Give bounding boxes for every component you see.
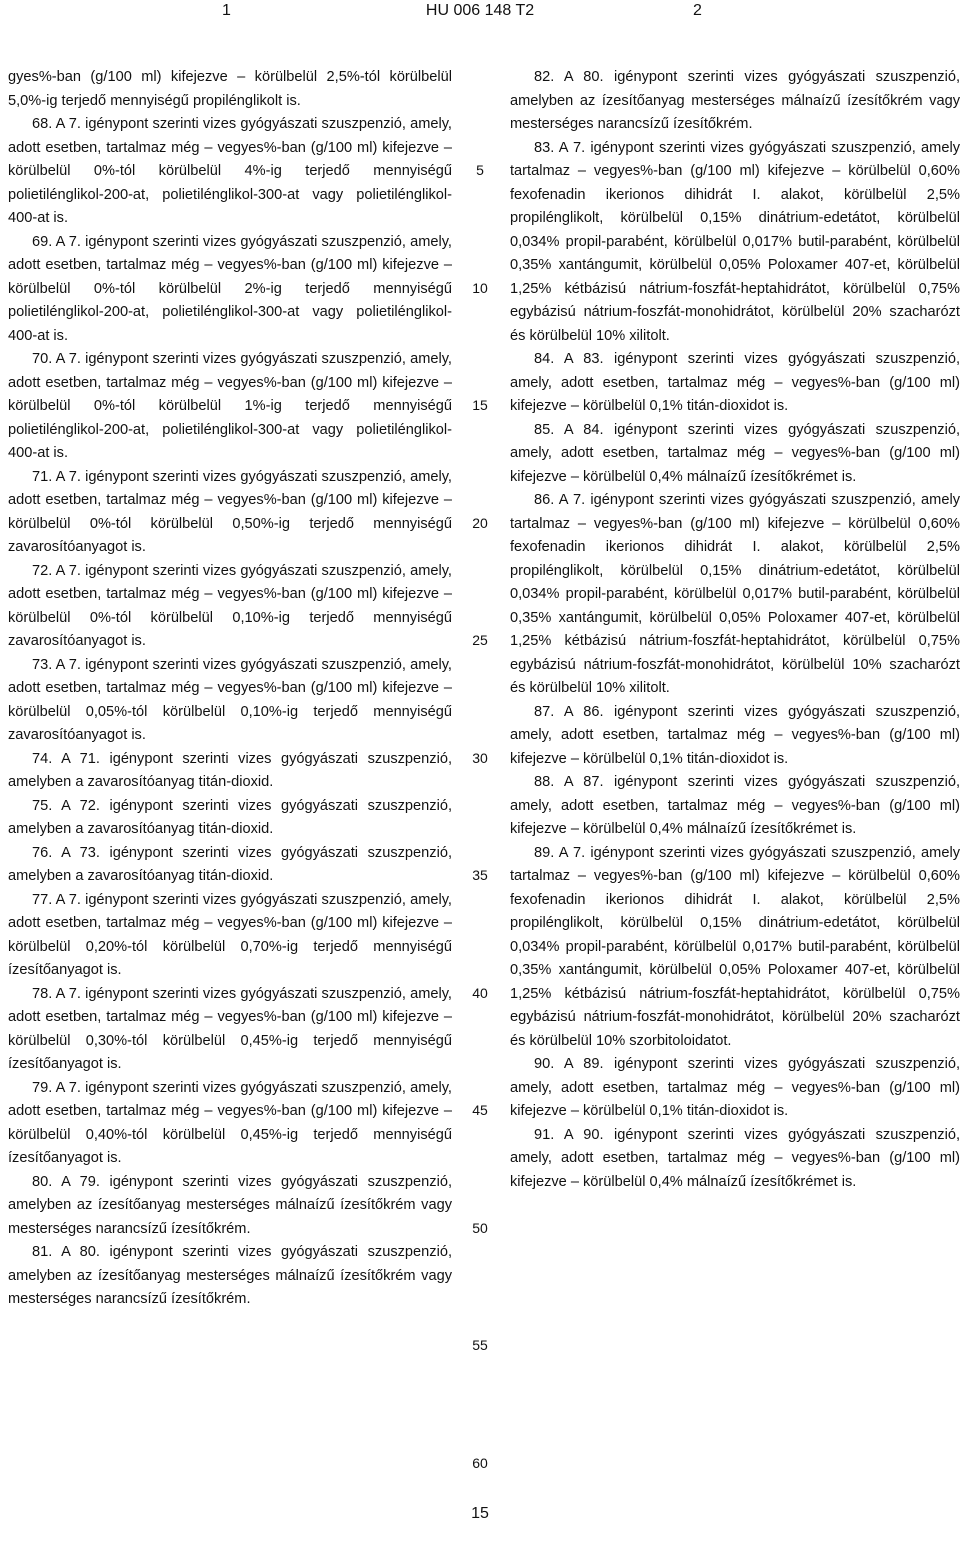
claim-paragraph: 73. A 7. igénypont szerinti vizes gyógyászati szuszpenzió, amely, adott esetben, tartalmaz még – vegyes%-ban (g/100 ml) kifejezve – körülbelül 0,05%-tól körülbelül 0,10%-ig terjedő mennyiségű zavarosítóanyagot is. (8, 656, 452, 743)
header-right-column-number: 2 (693, 2, 702, 19)
line-number: 25 (472, 632, 488, 648)
claim-paragraph: 71. A 7. igénypont szerinti vizes gyógyászati szuszpenzió, amely, adott esetben, tartalmaz még – vegyes%-ban (g/100 ml) kifejezve – körülbelül 0%-tól körülbelül 0,50%-ig terjedő mennyiségű zavarosítóanyagot is. (8, 468, 452, 555)
claim-paragraph: 69. A 7. igénypont szerinti vizes gyógyászati szuszpenzió, amely, adott esetben, tartalmaz még – vegyes%-ban (g/100 ml) kifejezve – körülbelül 0%-tól körülbelül 2%-ig terjedő mennyiségű polietilénglikol-200-at, polietilénglikol-300-at vagy polietilénglikol-400-at is. (8, 233, 452, 344)
claim-paragraph: 75. A 72. igénypont szerinti vizes gyógyászati szuszpenzió, amelyben a zavarosítóanyag titán-dioxid. (8, 797, 452, 837)
left-text-column (8, 66, 452, 1312)
claim-paragraph: 84. A 83. igénypont szerinti vizes gyógyászati szuszpenzió, amely, adott esetben, tartalmaz még – vegyes%-ban (g/100 ml) kifejezve – körülbelül 0,1% titán-dioxidot is. (510, 351, 960, 414)
claim-paragraph: 91. A 90. igénypont szerinti vizes gyógyászati szuszpenzió, amely, adott esetben, tartalmaz még – vegyes%-ban (g/100 ml) kifejezve – körülbelül 0,4% málnaízű ízesítőkrémet is. (510, 1126, 960, 1190)
claim-paragraph: 80. A 79. igénypont szerinti vizes gyógyászati szuszpenzió, amelyben az ízesítőanyag mesterséges málnaízű ízesítőkrém vagy mesterséges narancsízű ízesítőkrém. (8, 1173, 452, 1237)
line-number: 40 (472, 984, 488, 1001)
claim-paragraph: 78. A 7. igénypont szerinti vizes gyógyászati szuszpenzió, amely, adott esetben, tartalmaz még – vegyes%-ban (g/100 ml) kifejezve – körülbelül 0,30%-tól körülbelül 0,45%-ig terjedő mennyiségű ízesítőanyagot is. (8, 985, 452, 1072)
line-number: 45 (472, 1102, 488, 1118)
line-number: 50 (472, 1219, 488, 1236)
claim-paragraph: 90. A 89. igénypont szerinti vizes gyógyászati szuszpenzió, amely, adott esetben, tartalmaz még – vegyes%-ban (g/100 ml) kifejezve – körülbelül 0,1% titán-dioxidot is. (510, 1056, 960, 1119)
claim-paragraph: 85. A 84. igénypont szerinti vizes gyógyászati szuszpenzió, amely, adott esetben, tartalmaz még – vegyes%-ban (g/100 ml) kifejezve – körülbelül 0,4% málnaízű ízesítőkrémet is. (510, 421, 960, 485)
line-number: 20 (472, 514, 488, 531)
page-number: 15 (471, 1505, 489, 1522)
line-number: 30 (472, 749, 488, 766)
claim-paragraph: 83. A 7. igénypont szerinti vizes gyógyászati szuszpenzió, amely tartalmaz – vegyes%-ban (g/100 ml) kifejezve – körülbelül 0,60% fexofenadin ikerionos dihidrát I. alakot, körülbelül 2,5% propilénglikolt, körülbelül 0,15% dinátrium-edetátot, körülbelül 0,034% propil-parabént, körülbelül 0,017% butil-parabént, körülbelül 0,35% xantángumit, körülbelül 0,05% Poloxamer 407-et, körülbelül 1,25% kétbázisú nátrium-foszfát-heptahidrátot, körülbelül 0,75% egybázisú nátrium-foszfát-monohidrátot, körülbelül 20% szacharózt és körülbelül 10% xilitolt. (510, 139, 960, 344)
line-number: 60 (472, 1454, 488, 1471)
claim-paragraph: 68. A 7. igénypont szerinti vizes gyógyászati szuszpenzió, amely, adott esetben, tartalmaz még – vegyes%-ban (g/100 ml) kifejezve – körülbelül 0%-tól körülbelül 4%-ig terjedő mennyiségű polietilénglikol-200-at, polietilénglikol-300-at vagy polietilénglikol-400-at is. (8, 116, 452, 226)
claim-paragraph: 88. A 87. igénypont szerinti vizes gyógyászati szuszpenzió, amely, adott esetben, tartalmaz még – vegyes%-ban (g/100 ml) kifejezve – körülbelül 0,4% málnaízű ízesítőkrémet is. (510, 774, 960, 837)
claim-paragraph: 89. A 7. igénypont szerinti vizes gyógyászati szuszpenzió, amely tartalmaz – vegyes%-ban (g/100 ml) kifejezve – körülbelül 0,60% fexofenadin ikerionos dihidrát I. alakot, körülbelül 2,5% propilénglikolt, körülbelül 0,15% dinátrium-edetátot, körülbelül 0,034% propil-parabént, körülbelül 0,017% butil-parabént, körülbelül 0,35% xantángumit, körülbelül 0,05% Poloxamer 407-et, körülbelül 1,25% kétbázisú nátrium-foszfát-heptahidrátot, körülbelül 0,75% egybázisú nátrium-foszfát-monohidrátot, körülbelül 20% szacharózt és körülbelül 10% szorbitoloidatot. (510, 844, 960, 1049)
claim-paragraph: 81. A 80. igénypont szerinti vizes gyógyászati szuszpenzió, amelyben az ízesítőanyag mesterséges málnaízű ízesítőkrém vagy mesterséges narancsízű ízesítőkrém. (8, 1244, 452, 1307)
line-number: 15 (472, 397, 488, 413)
line-number: 55 (472, 1337, 488, 1353)
page-header (0, 2, 960, 24)
line-number: 5 (476, 162, 484, 178)
claim-paragraph: 87. A 86. igénypont szerinti vizes gyógyászati szuszpenzió, amely, adott esetben, tartalmaz még – vegyes%-ban (g/100 ml) kifejezve – körülbelül 0,1% titán-dioxidot is. (510, 703, 960, 767)
header-patent-number: HU 006 148 T2 (425, 2, 535, 19)
right-text-column (510, 66, 960, 1194)
claim-paragraph: 86. A 7. igénypont szerinti vizes gyógyászati szuszpenzió, amely tartalmaz – vegyes%-ban (g/100 ml) kifejezve – körülbelül 0,60% fexofenadin ikerionos dihidrát I. alakot, körülbelül 2,5% propilénglikolt, körülbelül 0,15% dinátrium-edetátot, körülbelül 0,034% propil-parabént, körülbelül 0,017% butil-parabént, körülbelül 0,35% xantángumit, körülbelül 0,05% Poloxamer 407-et, körülbelül 1,25% kétbázisú nátrium-foszfát-heptahidrátot, körülbelül 0,75% egybázisú nátrium-foszfát-monohidrátot, körülbelül 10% szacharózt és körülbelül 10% xilitolt. (510, 492, 960, 696)
claim-paragraph: 82. A 80. igénypont szerinti vizes gyógyászati szuszpenzió, amelyben az ízesítőanyag mesterséges málnaízű ízesítőkrém vagy mesterséges narancsízű ízesítőkrém. (510, 69, 960, 132)
claim-paragraph: 77. A 7. igénypont szerinti vizes gyógyászati szuszpenzió, amely, adott esetben, tartalmaz még – vegyes%-ban (g/100 ml) kifejezve – körülbelül 0,20%-tól körülbelül 0,70%-ig terjedő mennyiségű ízesítőanyagot is. (8, 891, 452, 978)
line-number: 35 (472, 867, 488, 883)
claim-paragraph: 72. A 7. igénypont szerinti vizes gyógyászati szuszpenzió, amely, adott esetben, tartalmaz még – vegyes%-ban (g/100 ml) kifejezve – körülbelül 0%-tól körülbelül 0,10%-ig terjedő mennyiségű zavarosítóanyagot is. (8, 562, 452, 649)
claim-paragraph: 70. A 7. igénypont szerinti vizes gyógyászati szuszpenzió, amely, adott esetben, tartalmaz még – vegyes%-ban (g/100 ml) kifejezve – körülbelül 0%-tól körülbelül 1%-ig terjedő mennyiségű polietilénglikol-200-at, polietilénglikol-300-at vagy polietilénglikol-400-at is. (8, 351, 452, 461)
line-number: 10 (472, 279, 488, 296)
claim-paragraph: 79. A 7. igénypont szerinti vizes gyógyászati szuszpenzió, amely, adott esetben, tartalmaz még – vegyes%-ban (g/100 ml) kifejezve – körülbelül 0,40%-tól körülbelül 0,45%-ig terjedő mennyiségű ízesítőanyagot is. (8, 1079, 452, 1166)
header-left-column-number: 1 (222, 2, 231, 19)
claim-paragraph: 76. A 73. igénypont szerinti vizes gyógyászati szuszpenzió, amelyben a zavarosítóanyag titán-dioxid. (8, 844, 452, 884)
claim-paragraph: 74. A 71. igénypont szerinti vizes gyógyászati szuszpenzió, amelyben a zavarosítóanyag titán-dioxid. (8, 750, 452, 790)
claim-paragraph: gyes%-ban (g/100 ml) kifejezve – körülbelül 2,5%-tól körülbelül 5,0%-ig terjedő mennyiségű propilénglikolt is. (8, 69, 452, 109)
